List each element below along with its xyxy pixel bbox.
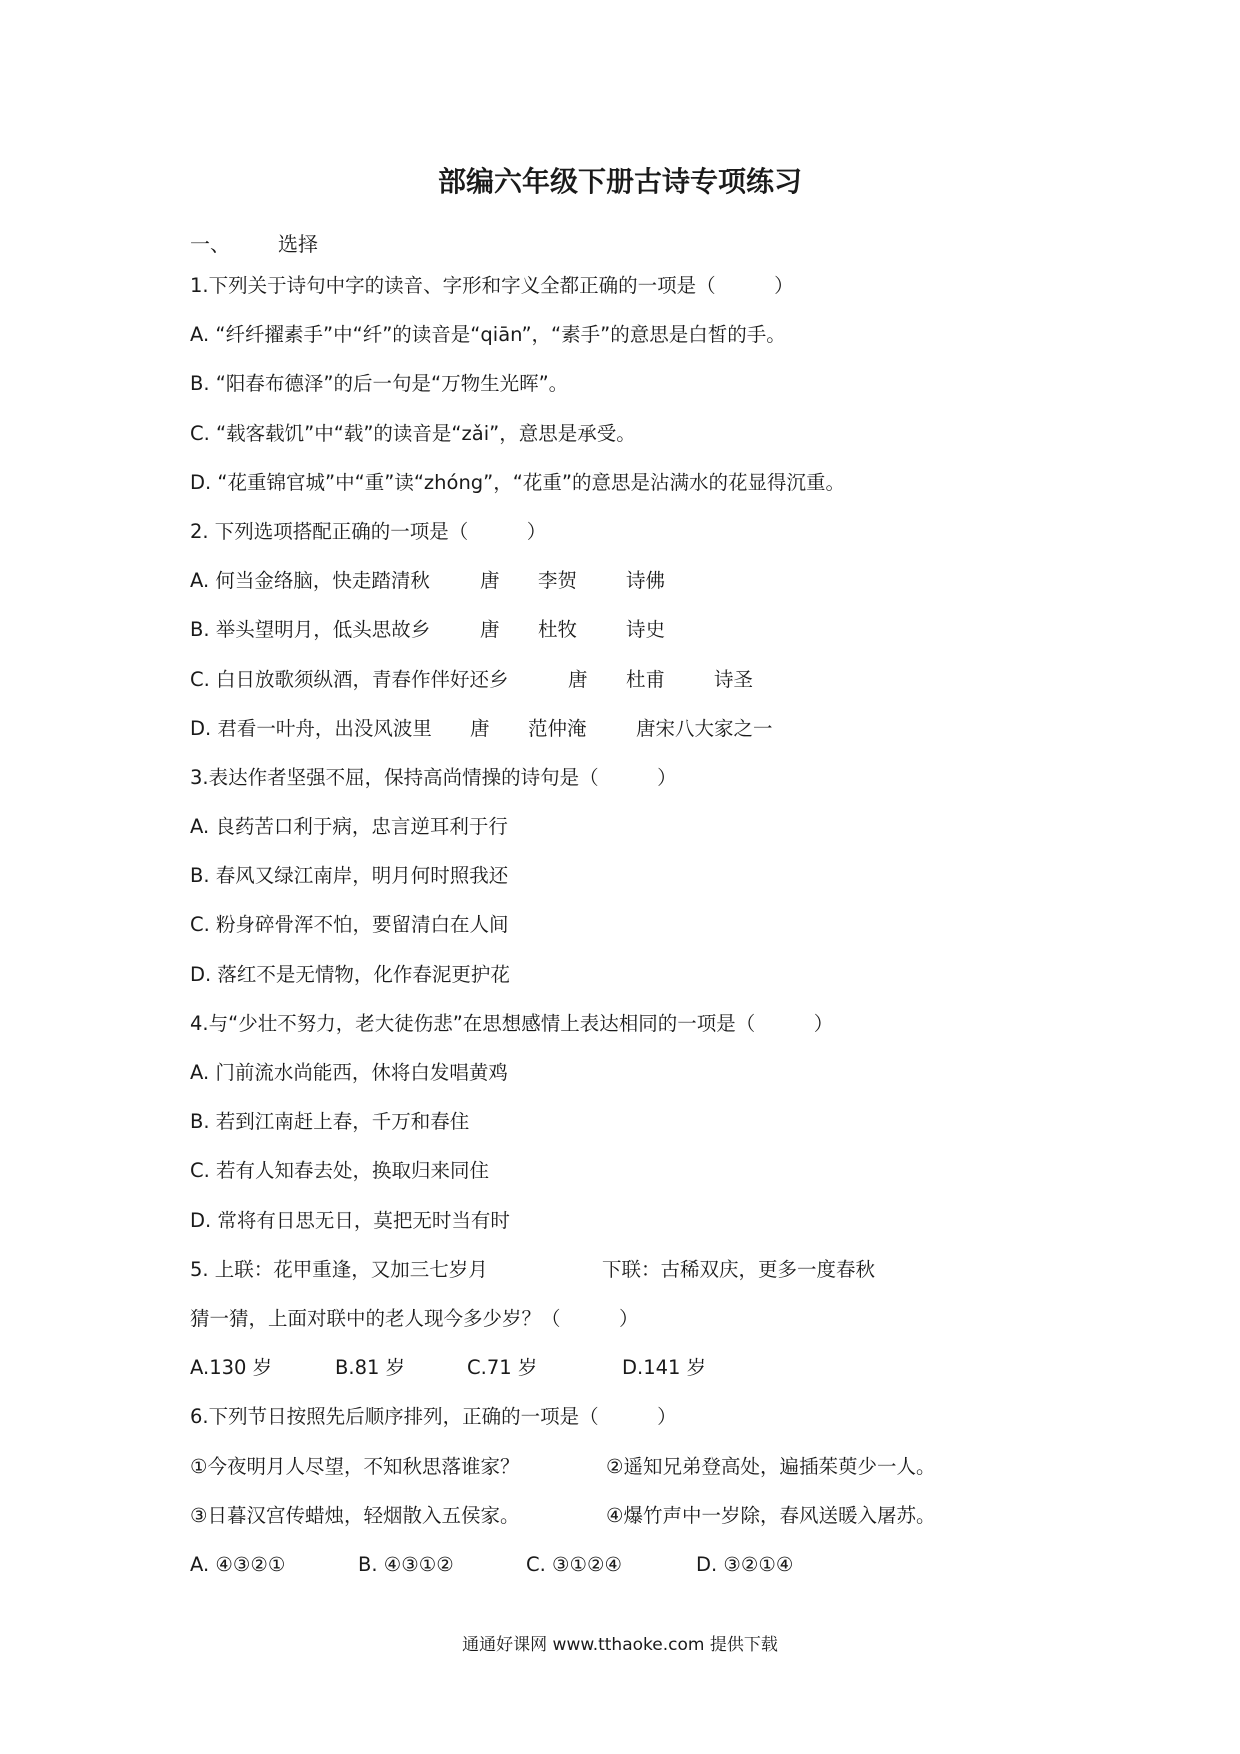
page-title: 部编六年级下册古诗专项练习 — [437, 165, 802, 198]
question-stem: 2. 下列选项搭配正确的一项是（ ） — [190, 519, 547, 543]
poem-line: ④爆竹声中一岁除，春风送暖入屠苏。 — [606, 1503, 936, 1527]
option-row — [190, 1353, 1050, 1402]
option-poet: 李贺 — [538, 569, 578, 593]
option-line: D. 常将有日思无日，莫把无时当有时 — [190, 1208, 510, 1232]
option-poem: A. 何当金络脑，快走踏清秋 — [190, 569, 430, 593]
option-dynasty: 唐 — [480, 569, 500, 593]
option-line: D. 落红不是无情物，化作春泥更护花 — [190, 962, 510, 986]
option-title: 诗史 — [626, 618, 666, 642]
question-stem: 4.与“少壮不努力，老大徒伤悲”在思想感情上表达相同的一项是（ ） — [190, 1011, 834, 1035]
option-dynasty: 唐 — [480, 618, 500, 642]
option-line: C. “载客载饥”中“载”的读音是“zǎi”，意思是承受。 — [190, 421, 636, 445]
poem-line: ①今夜明月人尽望，不知秋思落谁家？ — [190, 1454, 520, 1478]
section-number: 一、 — [190, 232, 230, 256]
option-a: A. ④③②① — [190, 1552, 286, 1576]
option-line — [190, 566, 1050, 615]
question-list — [190, 271, 1050, 1599]
poem-line: ③日暮汉宫传蜡烛，轻烟散入五侯家。 — [190, 1503, 520, 1527]
option-poem: B. 举头望明月，低头思故乡 — [190, 618, 431, 642]
option-line: A. “纤纤擢素手”中“纤”的读音是“qiān”，“素手”的意思是白皙的手。 — [190, 323, 786, 347]
option-line: B. 若到江南赶上春，千万和春住 — [190, 1110, 470, 1134]
option-title: 诗圣 — [714, 667, 754, 691]
option-c: C.71 岁 — [467, 1356, 538, 1380]
option-row — [190, 1550, 1050, 1599]
option-line: C. 粉身碎骨浑不怕，要留清白在人间 — [190, 913, 509, 937]
footer-credit: 通通好课网 www.tthaoke.com 提供下载 — [462, 1635, 778, 1655]
option-line — [190, 714, 1050, 763]
poem-pair — [190, 1452, 1050, 1501]
option-line — [190, 615, 1050, 664]
option-line: B. 春风又绿江南岸，明月何时照我还 — [190, 864, 509, 888]
option-poem: C. 白日放歌须纵酒，青春作伴好还乡 — [190, 667, 509, 691]
option-poet: 范仲淹 — [528, 716, 587, 740]
option-title: 诗佛 — [626, 569, 666, 593]
option-line: B. “阳春布德泽”的后一句是“万物生光晖”。 — [190, 372, 569, 396]
option-d: D. ③②①④ — [696, 1552, 794, 1576]
option-line — [190, 665, 1050, 714]
option-title: 唐宋八大家之一 — [636, 716, 773, 740]
question-stem: 6.下列节日按照先后顺序排列，正确的一项是（ ） — [190, 1405, 677, 1429]
poem-pair — [190, 1501, 1050, 1550]
section-label: 选择 — [278, 232, 318, 256]
option-line: C. 若有人知春去处，换取归来同住 — [190, 1159, 490, 1183]
option-dynasty: 唐 — [568, 667, 588, 691]
option-b: B.81 岁 — [335, 1356, 406, 1380]
option-d: D.141 岁 — [622, 1356, 707, 1380]
couplet-upper: 5. 上联：花甲重逢，又加三七岁月 — [190, 1257, 488, 1281]
question-stem — [190, 1255, 1050, 1304]
option-poem: D. 君看一叶舟，出没风波里 — [190, 716, 432, 740]
option-line: A. 门前流水尚能西，休将白发唱黄鸡 — [190, 1061, 508, 1084]
question-stem: 猜一猜，上面对联中的老人现今多少岁？（ ） — [190, 1306, 639, 1330]
section-heading — [190, 228, 318, 257]
poem-line: ②遥知兄弟登高处，遍插茱萸少一人。 — [606, 1454, 936, 1478]
option-poet: 杜牧 — [538, 618, 578, 642]
question-stem: 1.下列关于诗句中字的读音、字形和字义全都正确的一项是（ ） — [190, 274, 794, 297]
option-poet: 杜甫 — [626, 667, 666, 691]
option-a: A.130 岁 — [190, 1356, 273, 1380]
option-dynasty: 唐 — [470, 716, 490, 740]
option-c: C. ③①②④ — [526, 1552, 622, 1576]
option-line: A. 良药苦口利于病，忠言逆耳利于行 — [190, 815, 508, 839]
option-line: D. “花重锦官城”中“重”读“zhóng”，“花重”的意思是沾满水的花显得沉重。 — [190, 470, 845, 494]
question-stem: 3.表达作者坚强不屈，保持高尚情操的诗句是（ ） — [190, 765, 677, 789]
option-b: B. ④③①② — [358, 1552, 454, 1576]
couplet-lower: 下联：古稀双庆，更多一度春秋 — [602, 1257, 876, 1281]
